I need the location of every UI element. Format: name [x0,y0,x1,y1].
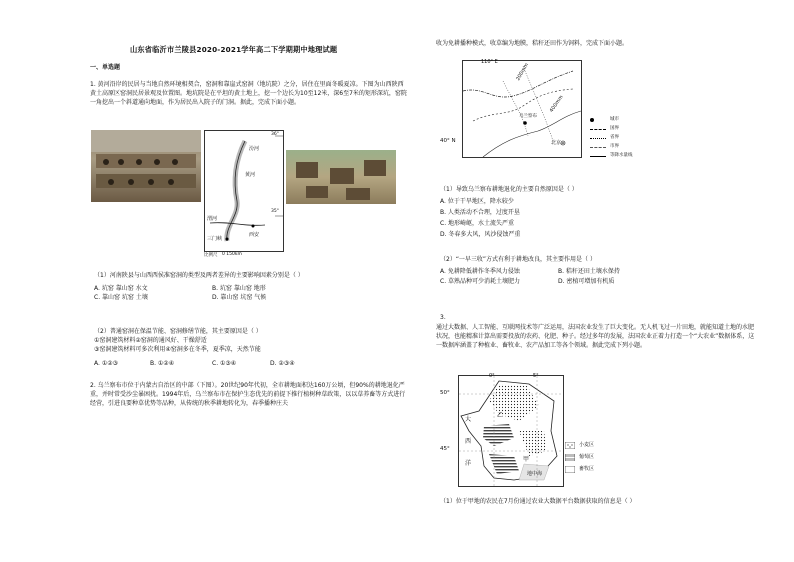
map-label-river: 黄河 [245,172,256,178]
map-label-loc4: 西安 [249,232,260,238]
map-lon-5: 5° [533,373,539,379]
legend-label-cityborder: 市界 [610,144,619,149]
wheat-area-icon [565,442,575,449]
q1-sub1-opt-b[interactable]: B. 坑窑 靠山窑 地形 [212,285,266,292]
legend-row-province [590,134,670,143]
map-lat1: 36° [271,132,279,137]
q2-sub2-opt-b[interactable]: B. 秸秆还田土壤水保持 [558,268,620,275]
sea-label-2: 西 [465,438,472,445]
q2-stem-cont: 收为免耕播种模式，收草编为地膜，秸秆还田作为饲料，完成下面小题。 [436,40,629,47]
photo-texture-icon [91,130,201,202]
q3-legend [565,441,625,477]
q2-sub2-opt-d[interactable]: D. 密植可增加有机质 [558,278,615,285]
map-lat-50: 50° [440,390,450,396]
q3-map [458,375,564,487]
q3-stem: 通过大数据、人工智能、互联网技术等广泛运用，法国农业发生了巨大变化。无人机飞过一片田地，就能知道土地的水肥状况，也能精准计算出需要投放的农药、化肥、种子。经过多年的发展，法国农业正着力打造一个“大农业”数据体系，这一数据库涵盖了种植业、畜牧业、农产品加工等各个领域。据此完成下列小题。 [436,324,755,349]
city-dot-icon [590,118,594,122]
section-heading: 一、单选题 [90,64,121,71]
map-lat-45: 45° [440,446,450,452]
q2-sub1-opt-a[interactable]: A. 位于干旱地区，降水较少 [440,198,514,205]
q2-map [462,60,582,158]
map-label-loc3: 三门峡 [207,236,223,242]
q2-map-lat: 40° N [440,138,456,144]
legend-row-isohyet [590,152,670,161]
map-lon-0: 0° [489,373,495,379]
legend-label-isohyet: 等降水量线 [610,153,633,158]
map-scale-km: 0 150km [222,252,242,257]
legend-label-national: 国界 [610,126,619,131]
q3-number: 3. [440,314,446,321]
q2-sub2-opt-a[interactable]: A. 免耕降低耕作冬季风力侵蚀 [440,268,520,275]
q2-sub1: （1）导致乌兰察布耕地退化的主要自然原因是（ ） [440,186,578,193]
photo-courtyard-icon [286,150,396,204]
q3-sub1: （1）位于甲地的农民在7月份通过农业大数据平台数据获取的信息是（ ） [440,498,636,505]
q1-sub2-line2: ③窑洞建筑材料可多次利用④窑洞多在冬季，夏季凉，天然节能 [94,346,261,353]
region-label-yi: 乙 [497,412,504,419]
q1-sub2-opt-b[interactable]: B. ①②④ [150,360,175,367]
q1-sub2-opt-d[interactable]: D. ②③④ [270,360,295,367]
q2-sub1-opt-b[interactable]: B. 人类活动不合理，过度开垦 [440,209,520,216]
q1-sub2: （2）普通窑洞在保温节能、窑洞修缮节能，其主要原因是（ ） [94,328,262,335]
q1-sub2-opt-c[interactable]: C. ①③④ [212,360,237,367]
q1-sub1: （1）河南陕县与山西西侯准窑洞的类型及两者差异的主要影响因素分别是（ ） [94,272,304,279]
q1-sub1-opt-c[interactable]: C. 靠山窑 坑窑 土壤 [94,294,148,301]
legend-row-wheat [565,441,625,453]
loess-map-icon [205,131,283,251]
map-label-loc2: 渭河 [207,216,218,222]
q2-legend [590,116,670,161]
cave-dwelling-photo-right [286,150,396,204]
q1-sub1-opt-a[interactable]: A. 坑窑 靠山窑 水文 [94,285,148,292]
legend-row-city [590,116,670,125]
q2-sub2-opt-c[interactable]: C. 草熟品种可少消耗土壤肥力 [440,278,521,285]
province-border-icon [590,138,606,139]
q2-map-iso2: 400mm [548,94,565,114]
city-border-icon [590,147,606,148]
legend-row-city-border [590,143,670,152]
q2-sub1-opt-c[interactable]: C. 地形崎岖，水土流失严重 [440,220,515,227]
q1-sub2-opt-a[interactable]: A. ①②③ [94,360,118,367]
q2-map-city2: 北京 [551,140,562,146]
france-map-icon [459,376,563,486]
sea-label-med: 地中海 [527,471,543,477]
q2-map-iso1: 200mm [515,62,531,82]
national-border-icon [590,129,606,130]
q2-map-lon: 110° E [481,59,498,65]
legend-label-wheat: 小麦区 [579,442,595,448]
livestock-area-icon [565,466,575,473]
legend-label-province: 省界 [610,135,619,140]
map-lat2: 35° [271,209,279,214]
legend-row-national [590,125,670,134]
q1-sub2-line1: ①窑洞建筑材料②窑洞的通风好、干燥舒适 [94,337,207,344]
q2-stem: 2. 乌兰察布市位于内蒙古自治区的中部（下图）。20世纪90年代初，全市耕地面积达160万公顷，但90%的耕地退化严重，并时常受沙尘暴困扰。1994年后，乌兰察布市在保护生态优先的前提下推行植树种草政策，以以草养畜等方式进行经营，引进良要种草优势等品种，从传统的秋季耕地转化为，春季播种庄夫 [90,382,406,407]
map-label-loc1: 汾河 [249,146,260,152]
grape-area-icon [565,454,575,461]
sea-label-1: 大 [465,416,472,423]
legend-row-livestock [565,465,625,477]
region-label-jia: 甲 [523,456,530,463]
q1-sub1-opt-d[interactable]: D. 靠山窑 坑窑 气候 [212,294,267,301]
page-title: 山东省临沂市兰陵县2020-2021学年高二下学期期中地理试题 [130,45,338,54]
q2-sub1-opt-d[interactable]: D. 冬春多大风，风沙侵蚀严重 [440,231,521,238]
q2-sub2: （2）“一早三收”方式有利于耕地改良，其主要作用是（ ） [440,256,596,263]
cave-dwelling-photo-left [91,130,201,202]
isohyet-line-icon [590,156,606,157]
legend-row-grape [565,453,625,465]
legend-label-city: 城市 [610,117,619,122]
q1-map [204,130,284,252]
sea-label-3: 洋 [465,460,472,467]
q1-stem: 1. 黄河沿岸的民居与当地自然环境相契合，窑洞和靠崖式窑洞（地坑院）之分，居住在里面冬暖夏凉。下图为山西陕西黄土高原区窑洞民居景观及位置图。地坑院是在平坦的黄土地上，挖一个边长为10至12米，深6至7米的矩形深坑，窑院一角挖出一个斜道通向地面，作为居民出入院子的门洞。据此，完成下面小题。 [90,81,407,106]
legend-label-livestock: 畜牧区 [579,466,595,472]
q2-map-city1: 乌兰察布 [519,114,537,119]
map-scale-label: 比例尺 [204,253,218,258]
legend-label-grape: 葡萄区 [579,454,595,460]
